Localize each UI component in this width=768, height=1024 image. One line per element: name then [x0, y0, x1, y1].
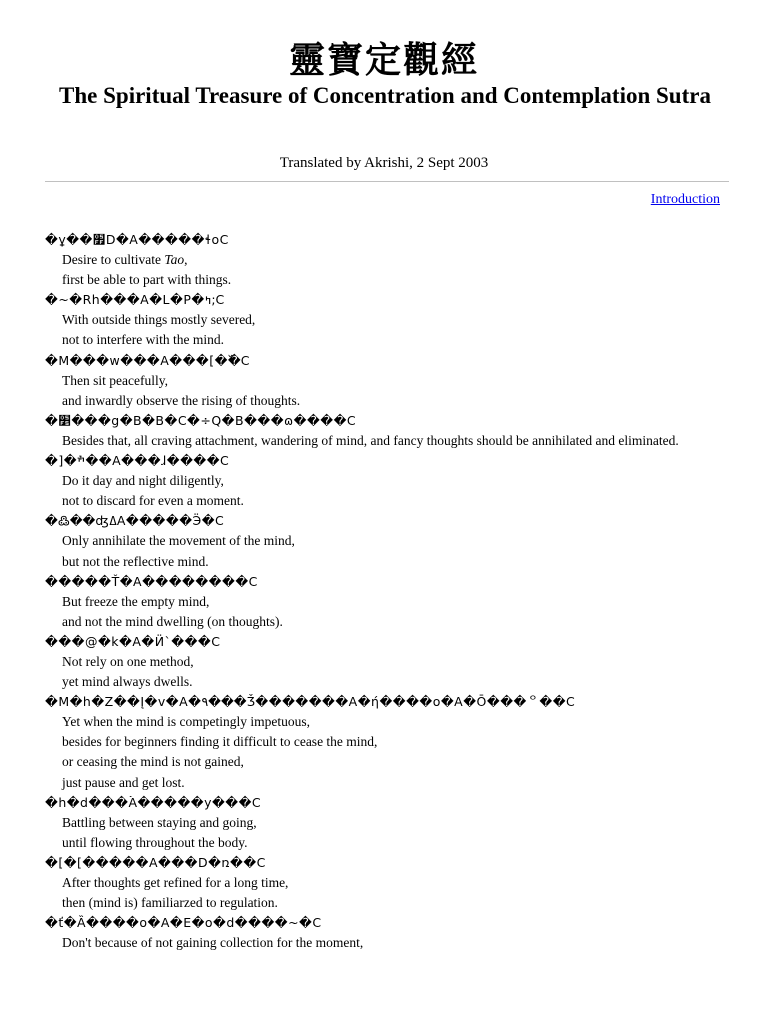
verse-translation-line: or ceasing the mind is not gained,	[62, 754, 244, 770]
verse-translation-line: not to interfere with the mind.	[62, 332, 224, 348]
verse-translation-line: Only annihilate the movement of the mind,	[62, 533, 295, 549]
verse-translation-line: But freeze the empty mind,	[62, 593, 210, 609]
verse-translation-line: Not rely on one method,	[62, 653, 194, 669]
verse-translation-line: then (mind is) familiarzed to regulation.	[62, 895, 278, 911]
verse-translation-line: With outside things mostly severed,	[62, 312, 256, 328]
verse	[45, 351, 735, 411]
verse	[45, 913, 735, 953]
verse-original-text: �~�Rh���A�L�P�ߤ;C	[45, 292, 225, 308]
verse-translation-line: Desire to cultivate Tao,	[62, 252, 188, 268]
verse	[45, 572, 735, 632]
verse-original-text: �h�d���ۡA�����y���C	[45, 794, 262, 810]
verse-translation-line: just pause and get lost.	[62, 774, 185, 790]
verse	[45, 230, 735, 290]
verse	[45, 793, 735, 853]
introduction-link[interactable]: Introduction	[650, 192, 720, 207]
verse-translation-line: and not the mind dwelling (on thoughts).	[62, 613, 283, 629]
verse-translation-line: until flowing throughout the body.	[62, 834, 248, 850]
translator-credit: Translated by Akrishi, 2 Sept 2003	[279, 155, 489, 171]
verse-original-text: �]�ׯ��A���ɺ����C	[45, 453, 230, 469]
verse-original-text: �ұ��׿D�A�����ɬoC	[45, 232, 229, 247]
verse-original-text: ���@�k�A�Ӥ`���C	[45, 633, 221, 649]
verse-translation-line: not to discard for even a moment.	[62, 493, 244, 509]
verse-translation-line: first be able to part with things.	[62, 272, 232, 288]
verse-translation-line: yet mind always dwells.	[62, 674, 193, 690]
verse-original-text: �[�[�����A���D�ռ��C	[45, 854, 266, 870]
verse-list	[45, 230, 735, 953]
verse	[45, 451, 735, 511]
verse-translation-line: besides for beginners finding it difficult to cease the mind,	[62, 734, 378, 750]
verse-translation-line: Do it day and night diligently,	[62, 473, 224, 489]
verse	[45, 692, 735, 792]
verse-original-text: �ť�Ȁ����o�A�E�o�d����~�C	[45, 915, 322, 931]
verse-translation-line: but not the reflective mind.	[62, 553, 209, 569]
horizontal-rule	[45, 181, 729, 182]
verse-original-text: �׵���g�B�B�C�÷Q�B���ɷ����C	[45, 412, 357, 428]
verse-translation-line: Besides that, all craving attachment, wandering of mind, and fancy thoughts should be annihilated and eliminated.	[62, 432, 679, 448]
verse	[45, 290, 735, 350]
verse	[45, 411, 735, 451]
verse	[45, 853, 735, 913]
verse-translation-line: and inwardly observe the rising of thoughts.	[62, 392, 301, 408]
verse-original-text: �M�h�Z��Į�v�A�۹���Ǯ�������A�ή����o�A�Ō���ᄋ��C	[45, 694, 576, 710]
verse-translation-line: Then sit peacefully,	[62, 372, 168, 388]
verse	[45, 511, 735, 571]
verse-original-text: �M���w���A���[�߰�C	[45, 352, 250, 368]
chinese-title: 靈寶定觀經	[288, 39, 479, 81]
verse-translation-line: Don't because of not gaining collection for the moment,	[62, 935, 364, 951]
verse-original-text: �����Ť�A��������C	[45, 573, 258, 589]
verse-original-text: �߷��ʤߡA�����Ӭ�C	[45, 513, 225, 529]
verse-translation-line: Battling between staying and going,	[62, 814, 257, 830]
verse	[45, 632, 735, 692]
verse-translation-line: After thoughts get refined for a long time,	[62, 875, 289, 890]
page-title: The Spiritual Treasure of Concentration and Contemplation Sutra	[59, 83, 711, 108]
verse-translation-line: Yet when the mind is competingly impetuous,	[62, 714, 310, 730]
